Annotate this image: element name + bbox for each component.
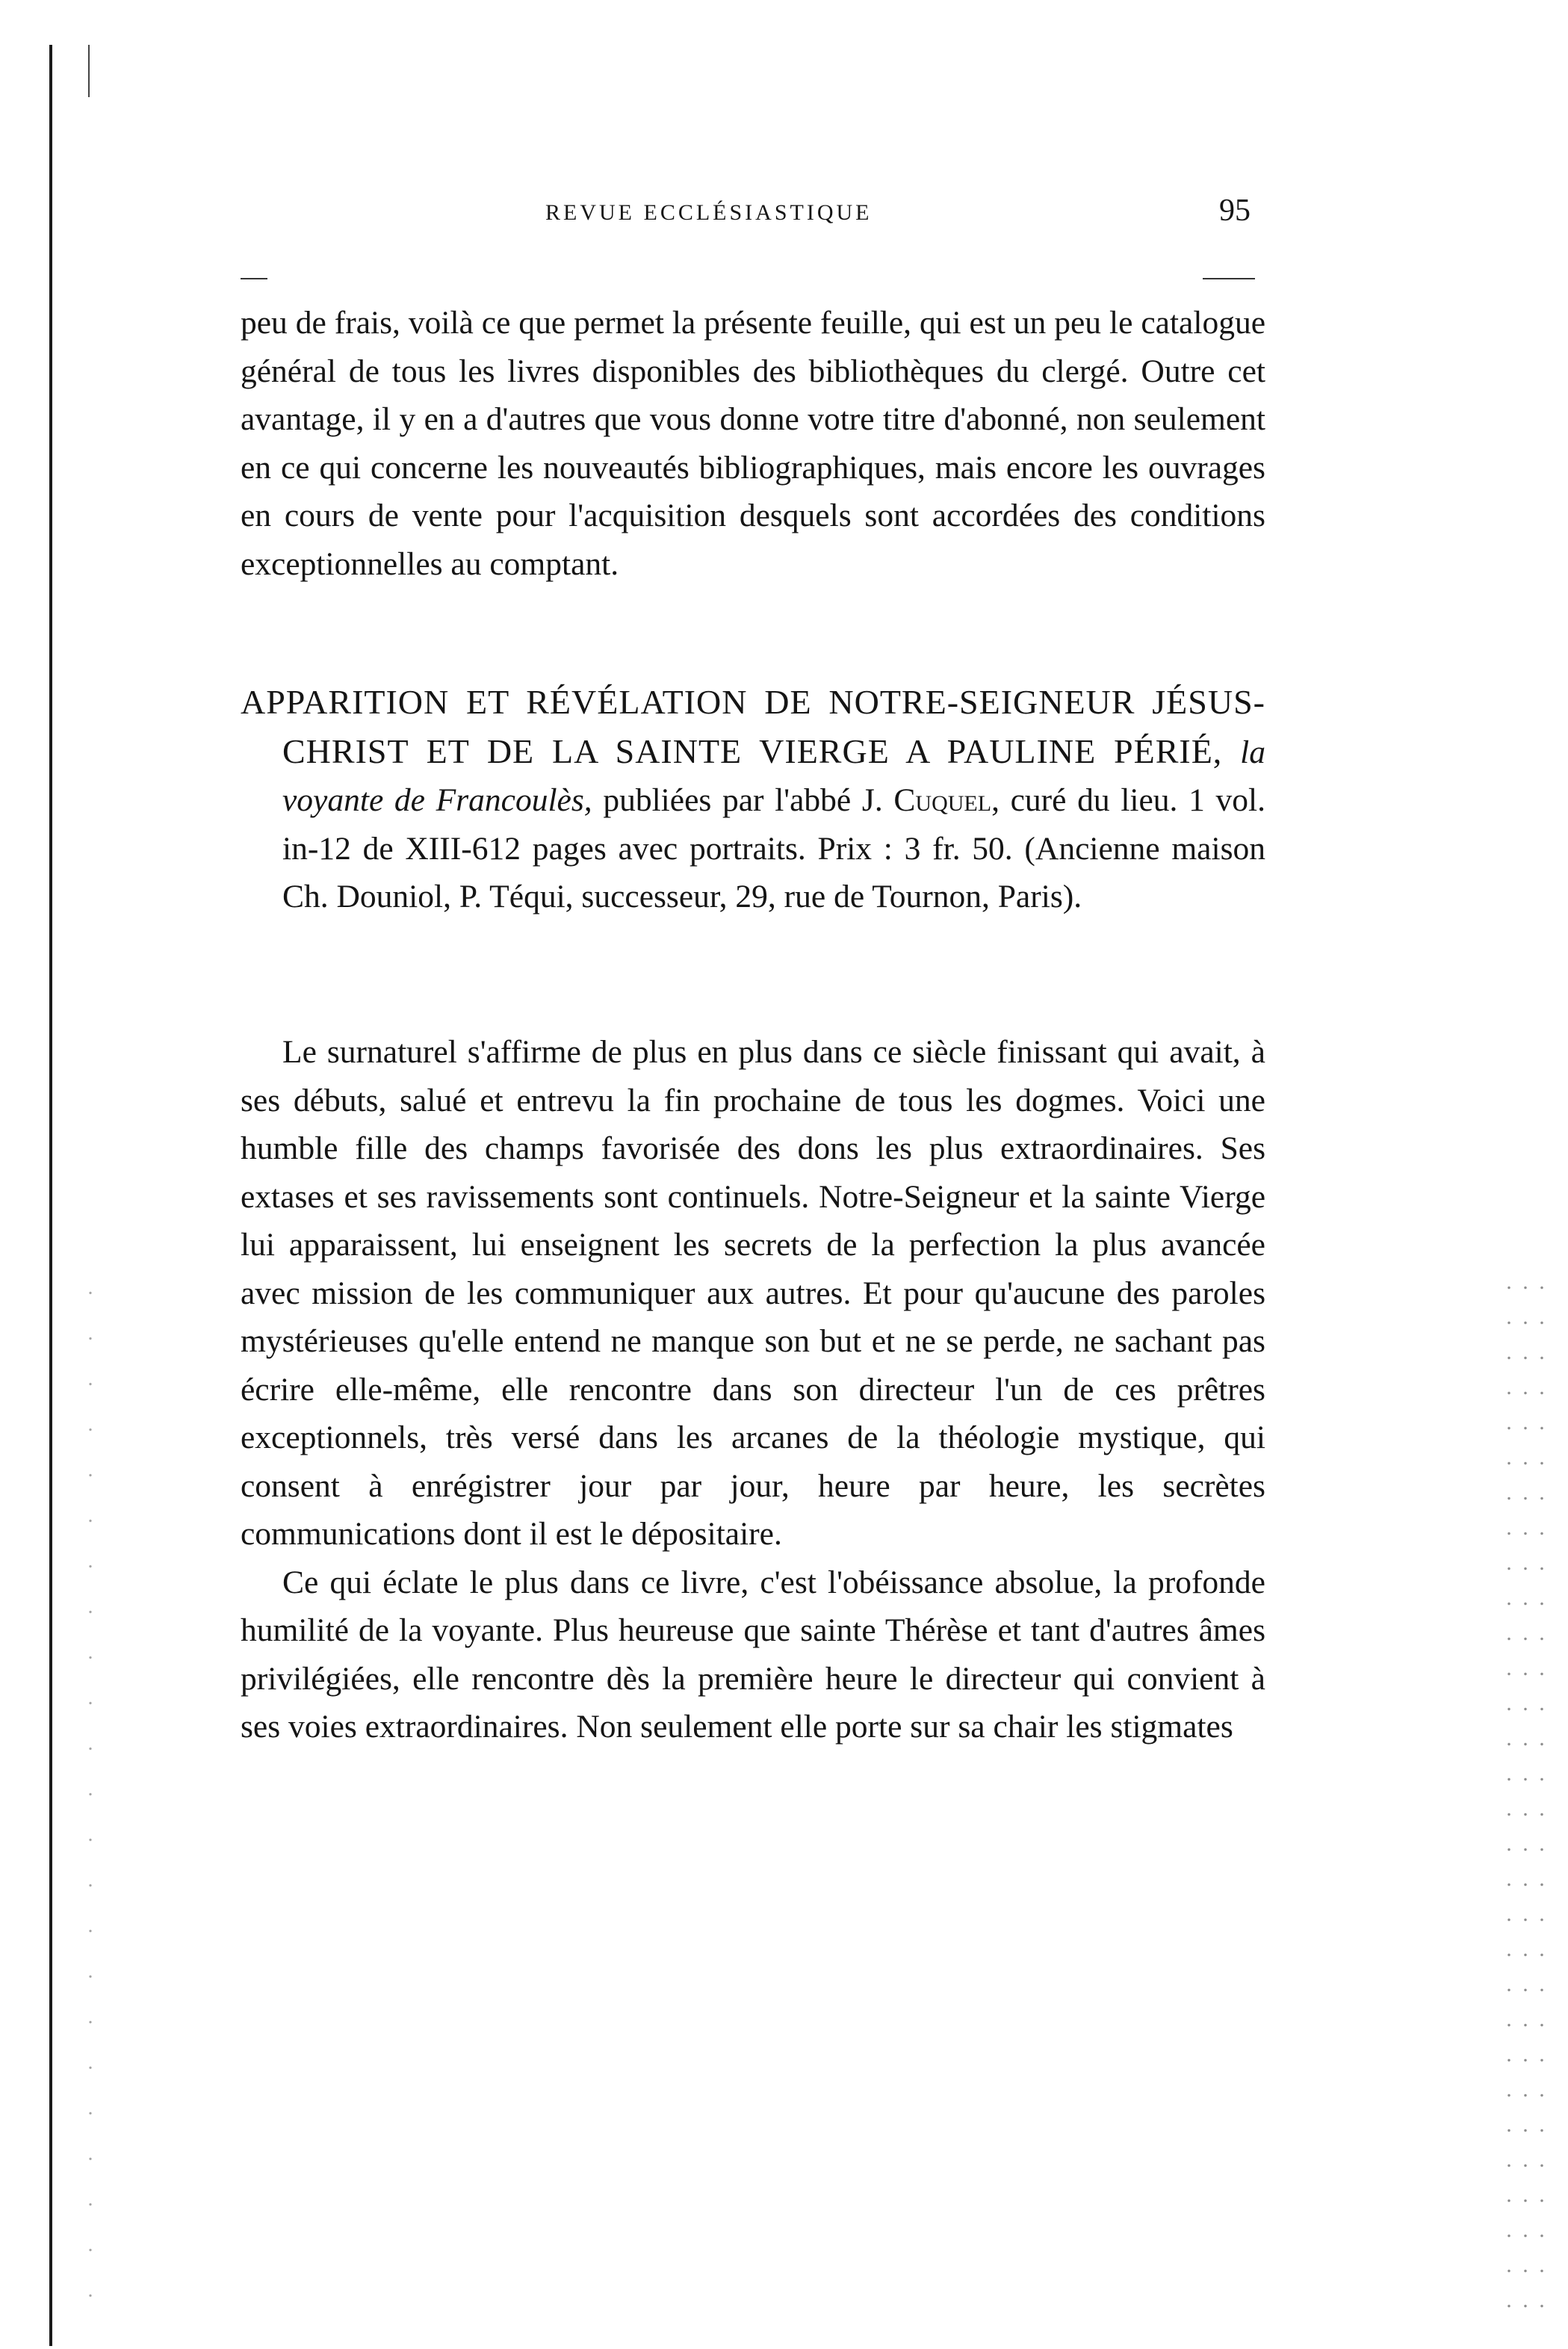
bibliographic-entry bbox=[241, 678, 1265, 921]
entry-published-by: publiées par l'abbé J. bbox=[603, 782, 894, 818]
review-block bbox=[241, 1028, 1265, 1751]
binding-edge bbox=[49, 45, 52, 2346]
header-rule-right bbox=[1203, 278, 1255, 279]
scan-noise-left bbox=[84, 1270, 97, 2316]
intro-paragraph-block bbox=[241, 299, 1265, 588]
binding-mark bbox=[88, 45, 90, 97]
entry-title: APPARITION ET RÉVÉLATION DE NOTRE-SEIGNEUR JÉSUS-CHRIST ET DE LA SAINTE VIERGE A PAULINE PÉRIÉ, bbox=[241, 683, 1265, 770]
entry-details: , curé du lieu. 1 vol. in-12 de XIII-612 pages avec portraits. Prix : 3 fr. 50. (Ancienne maison Ch. Douniol, P. Téqui, successeur, 29, rue de Tournon, Paris). bbox=[282, 782, 1265, 914]
page-number: 95 bbox=[1219, 194, 1251, 228]
review-paragraph-1: Le surnaturel s'affirme de plus en plus dans ce siècle finissant qui avait, à ses débuts, salué et entrevu la fin prochaine de tous les dogmes. Voici une humble fille des champs favorisée des dons les plus extraordinaires. Ses extases et ses ravissements sont continuels. Notre-Seigneur et la sainte Vierge lui apparaissent, lui enseignent les secrets de la perfection la plus avancée avec mission de les communiquer aux autres. Et pour qu'aucune des paroles mystérieuses qu'elle entend ne manque son but et ne se perde, ne sachant pas écrire elle-même, elle rencontre dans son directeur l'un de ces prêtres exceptionnels, très versé dans les arcanes de la théologie mystique, qui consent à enrégistrer jour par jour, heure par heure, les secrètes communications dont il est le dépositaire. bbox=[241, 1034, 1265, 1552]
entry-author: Cuquel bbox=[893, 782, 992, 818]
scan-noise-right bbox=[1501, 1270, 1546, 2316]
header-rule-left bbox=[241, 278, 267, 279]
entry-subtitle: la voyante de Francoulès, bbox=[282, 734, 1265, 818]
review-paragraph-2: Ce qui éclate le plus dans ce livre, c'est l'obéissance absolue, la profonde humilité de la voyante. Plus heureuse que sainte Thérèse et tant d'autres âmes privilégiées, elle rencontre dès la première heure le directeur qui convient à ses voies extraordinaires. Non seulement elle porte sur sa chair les stigmates bbox=[241, 1564, 1265, 1745]
intro-paragraph: peu de frais, voilà ce que permet la présente feuille, qui est un peu le catalogue général de tous les livres disponibles des bibliothèques du clergé. Outre cet avantage, il y en a d'autres que vous donne votre titre d'abonné, non seulement en ce qui concerne les nouveautés bibliographiques, mais encore les ouvrages en cours de vente pour l'acquisition desquels sont accordées des conditions exceptionnelles au comptant. bbox=[241, 305, 1265, 582]
running-head: REVUE ECCLÉSIASTIQUE bbox=[545, 200, 873, 225]
